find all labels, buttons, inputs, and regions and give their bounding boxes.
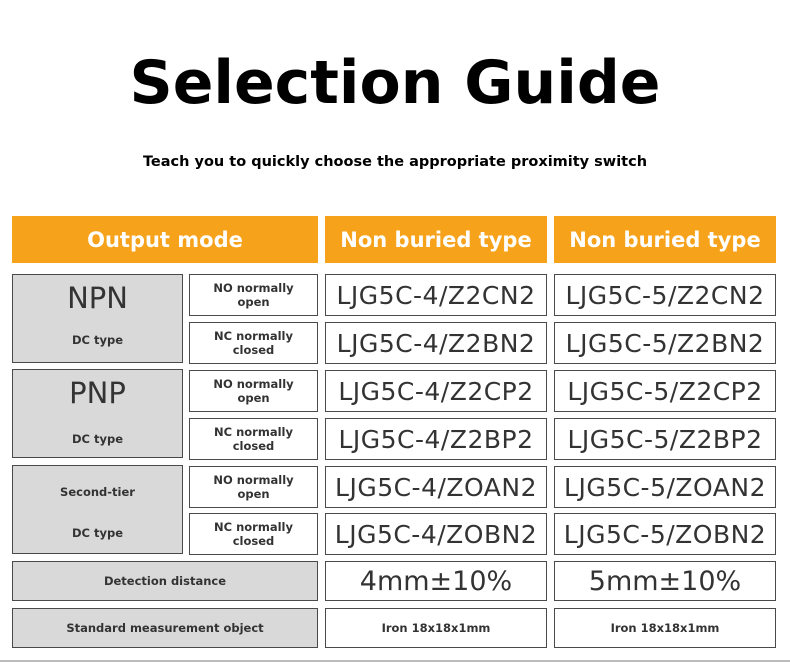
mode-cell: [189, 370, 318, 412]
mode-cell: [189, 418, 318, 460]
mode-line: closed: [232, 343, 275, 357]
model-cell: LJG5C-5/ZOBN2: [554, 513, 776, 555]
model-cell: LJG5C-4/ZOAN2: [325, 466, 547, 508]
mode-line: NC normally: [214, 329, 293, 343]
mode-line: closed: [232, 439, 275, 453]
model-cell: LJG5C-4/ZOBN2: [325, 513, 547, 555]
mode-line: NO normally: [213, 377, 294, 391]
model-cell: LJG5C-5/Z2CN2: [554, 274, 776, 316]
group-second-tier: [12, 465, 183, 554]
detection-label: Detection distance: [12, 561, 318, 601]
model-cell: LJG5C-5/Z2BP2: [554, 418, 776, 460]
model-cell: LJG5C-4/Z2CN2: [325, 274, 547, 316]
mode-line: NC normally: [214, 520, 293, 534]
mode-line: closed: [232, 534, 275, 548]
page-title: Selection Guide: [129, 48, 661, 118]
group-name: Second-tier: [60, 485, 135, 499]
model-cell: LJG5C-5/Z2CP2: [554, 370, 776, 412]
mode-line: open: [237, 391, 270, 405]
group-sub: DC type: [71, 333, 123, 347]
page-subtitle: Teach you to quickly choose the appropriate proximity switch: [142, 154, 648, 170]
measurement-label: Standard measurement object: [12, 608, 318, 648]
mode-line: NO normally: [213, 473, 294, 487]
mode-cell: [189, 274, 318, 316]
model-cell: LJG5C-4/Z2BN2: [325, 322, 547, 364]
mode-line: NO normally: [213, 281, 294, 295]
model-cell: LJG5C-5/Z2BN2: [554, 322, 776, 364]
group-name: PNP: [69, 376, 126, 410]
header-col2: Non buried type: [554, 216, 776, 263]
mode-cell: [189, 466, 318, 508]
mode-line: open: [237, 295, 270, 309]
model-cell: LJG5C-5/ZOAN2: [554, 466, 776, 508]
model-cell: LJG5C-4/Z2BP2: [325, 418, 547, 460]
mode-line: open: [237, 487, 270, 501]
group-pnp: [12, 369, 183, 458]
measurement-value: Iron 18x18x1mm: [554, 608, 776, 648]
mode-line: NC normally: [214, 425, 293, 439]
mode-cell: [189, 322, 318, 364]
group-name: NPN: [67, 281, 128, 315]
header-output-mode: Output mode: [12, 216, 318, 263]
model-cell: LJG5C-4/Z2CP2: [325, 370, 547, 412]
mode-cell: [189, 513, 318, 555]
group-sub: DC type: [71, 526, 123, 540]
group-npn: [12, 274, 183, 363]
detection-value: 5mm±10%: [554, 561, 776, 601]
header-col1: Non buried type: [325, 216, 547, 263]
measurement-value: Iron 18x18x1mm: [325, 608, 547, 648]
group-sub: DC type: [71, 432, 123, 446]
detection-value: 4mm±10%: [325, 561, 547, 601]
